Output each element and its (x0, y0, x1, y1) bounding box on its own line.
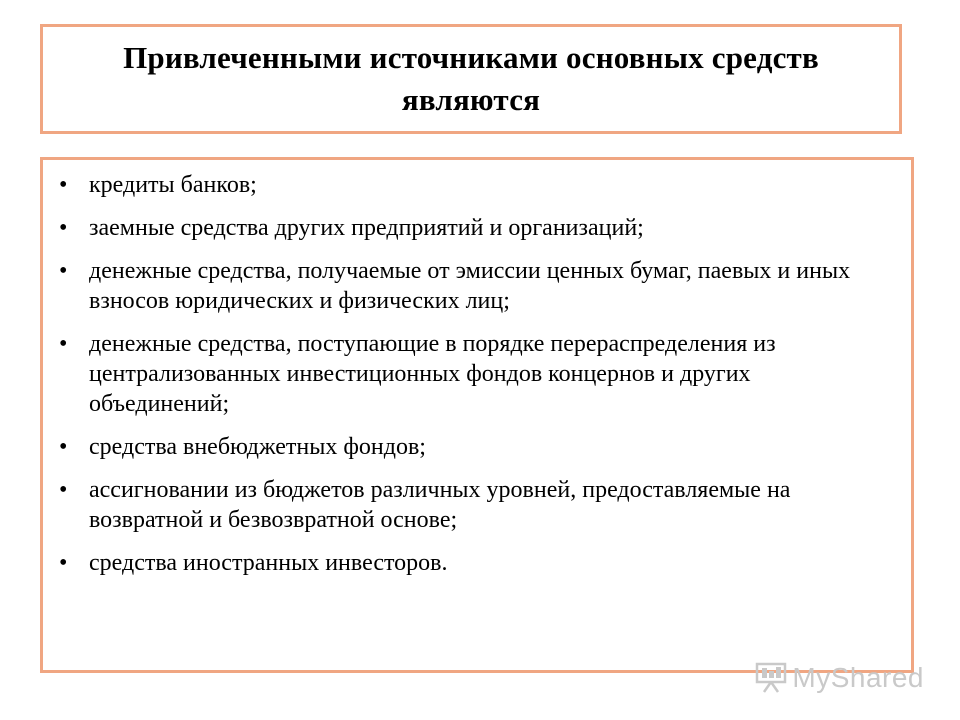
list-item (59, 170, 881, 200)
list-item-text: ассигновании из бюджетов различных уровней, предоставляемые на возвратной и безвозвратной основе; (89, 477, 791, 533)
bullet-icon: • (59, 172, 68, 198)
content-box (40, 157, 914, 673)
bullet-icon: • (59, 215, 68, 241)
list-item (59, 475, 881, 535)
bullet-icon: • (59, 434, 68, 460)
list-item-text: денежные средства, поступающие в порядке перераспределения из централизованных инвестиционных фондов концернов и других объединений; (89, 331, 776, 417)
watermark (754, 662, 924, 694)
list-item-text: кредиты банков; (89, 172, 257, 198)
list-item (59, 213, 881, 243)
watermark-text: MyShared (792, 662, 924, 693)
list-item (59, 548, 881, 578)
list-item (59, 256, 881, 316)
title-box (40, 24, 902, 134)
slide-title: Привлеченными источниками основных средств являются (123, 40, 819, 117)
bullet-icon: • (59, 258, 68, 284)
bullet-list (43, 160, 911, 578)
list-item (59, 329, 881, 419)
list-item-text: заемные средства других предприятий и организаций; (89, 215, 644, 241)
list-item-text: средства иностранных инвесторов. (89, 550, 448, 576)
bullet-icon: • (59, 331, 68, 357)
list-item-text: денежные средства, получаемые от эмиссии ценных бумаг, паевых и иных взносов юридических и физических лиц; (89, 258, 851, 314)
list-item (59, 432, 881, 462)
bullet-icon: • (59, 550, 68, 576)
list-item-text: средства внебюджетных фондов; (89, 434, 426, 460)
presentation-board-icon (754, 662, 788, 694)
bullet-icon: • (59, 477, 68, 503)
